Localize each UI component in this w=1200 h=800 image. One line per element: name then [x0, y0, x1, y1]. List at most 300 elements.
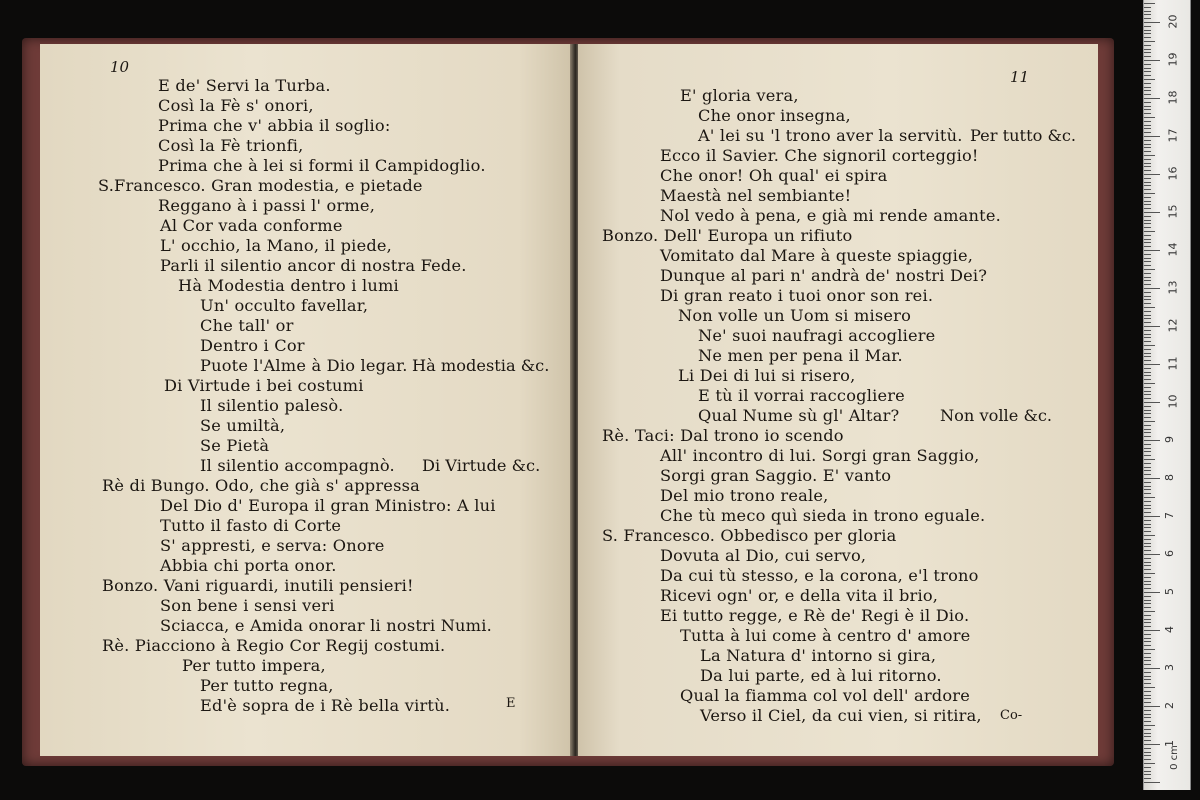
ruler-tick — [1144, 535, 1155, 536]
ruler-number: 3 — [1163, 664, 1176, 671]
ruler-tick — [1144, 356, 1151, 357]
ruler-tick — [1144, 121, 1151, 122]
ruler-tick — [1144, 311, 1151, 312]
ruler-tick — [1144, 410, 1151, 411]
ruler-tick — [1144, 710, 1151, 711]
ruler-number: 1 — [1163, 740, 1176, 747]
ruler-number: 6 — [1163, 550, 1176, 557]
verse-line: Da lui parte, ed à lui ritorno. — [700, 666, 942, 685]
ruler-tick — [1144, 459, 1155, 460]
ruler-number: 17 — [1166, 128, 1180, 143]
verse-line: Non volle un Uom si misero — [678, 306, 912, 325]
ruler-tick — [1144, 524, 1151, 525]
ruler-tick — [1144, 307, 1155, 308]
ruler-tick — [1144, 736, 1151, 737]
verse-line: Ne' suoi naufragi accogliere — [698, 326, 936, 345]
ruler-tick — [1144, 402, 1160, 403]
verse-line: Dovuta al Dio, cui servo, — [660, 546, 867, 565]
ruler-tick — [1144, 573, 1155, 574]
verse-line: Hà Modestia dentro i lumi — [178, 276, 399, 295]
verse-line-speaker: Bonzo. Vani riguardi, inutili pensieri! — [102, 576, 414, 595]
ruler-tick — [1144, 166, 1151, 167]
ruler-tick — [1144, 334, 1151, 335]
ruler-tick — [1144, 273, 1151, 274]
ruler-tick — [1144, 56, 1151, 57]
ruler-tick — [1144, 626, 1151, 627]
ruler-tick — [1144, 413, 1151, 414]
ruler-tick — [1144, 698, 1151, 699]
ruler-tick — [1144, 714, 1151, 715]
ruler-tick — [1144, 231, 1155, 232]
ruler-tick — [1144, 109, 1151, 110]
ruler-tick — [1144, 193, 1155, 194]
verse-line: Ei tutto regge, e Rè de' Regi è il Dio. — [660, 606, 970, 625]
verse-line: Parli il silentio ancor di nostra Fede. — [160, 256, 467, 275]
ruler-number: 18 — [1166, 90, 1180, 105]
ruler-tick — [1144, 543, 1151, 544]
ruler-tick — [1144, 417, 1151, 418]
ruler-tick — [1144, 771, 1151, 772]
ruler-tick — [1144, 603, 1151, 604]
ruler-tick — [1144, 759, 1151, 760]
ruler-tick — [1144, 360, 1151, 361]
verse-line: Da cui tù stesso, e la corona, e'l trono — [660, 566, 979, 585]
ruler-tick — [1144, 630, 1160, 631]
ruler-tick — [1144, 201, 1151, 202]
ruler-tick — [1144, 60, 1160, 61]
refrain-ref: Non volle &c. — [940, 406, 1053, 425]
ruler-tick — [1144, 767, 1151, 768]
ruler-tick — [1144, 584, 1151, 585]
ruler-tick — [1144, 250, 1160, 251]
ruler-tick — [1144, 634, 1151, 635]
verse-line: Maestà nel sembiante! — [660, 186, 852, 205]
ruler-tick — [1144, 182, 1151, 183]
verse-line: Ecco il Savier. Che signoril corteggio! — [660, 146, 979, 165]
verse-line: Ricevi ogn' or, e della vita il brio, — [660, 586, 939, 605]
ruler-tick — [1144, 668, 1160, 669]
ruler-tick — [1144, 318, 1151, 319]
ruler-tick — [1144, 220, 1151, 221]
ruler-unit-label: 0 cm — [1168, 745, 1180, 770]
ruler-tick — [1144, 531, 1151, 532]
ruler-tick — [1144, 508, 1151, 509]
verse-line: Così la Fè s' onori, — [158, 96, 314, 115]
ruler-tick — [1144, 296, 1151, 297]
verse-line: Che tù meco quì sieda in trono eguale. — [660, 506, 986, 525]
ruler-tick — [1144, 113, 1151, 114]
ruler-tick — [1144, 474, 1151, 475]
verse-line-speaker: S.Francesco. Gran modestia, e pietade — [98, 176, 423, 195]
ruler-number: 5 — [1163, 588, 1176, 595]
ruler-tick — [1144, 379, 1151, 380]
ruler-tick — [1144, 489, 1151, 490]
ruler-tick — [1144, 752, 1151, 753]
refrain-ref: Hà modestia &c. — [412, 356, 550, 375]
ruler-tick — [1144, 41, 1155, 42]
verse-line: Sciacca, e Amida onorar li nostri Numi. — [160, 616, 492, 635]
verse-line: Prima che v' abbia il soglio: — [158, 116, 391, 135]
ruler-tick — [1144, 645, 1151, 646]
ruler-tick — [1144, 49, 1151, 50]
ruler-tick — [1144, 117, 1155, 118]
ruler-tick — [1144, 748, 1151, 749]
ruler-tick — [1144, 265, 1151, 266]
refrain-ref: Per tutto &c. — [970, 126, 1077, 145]
ruler-tick — [1144, 155, 1155, 156]
ruler-tick — [1144, 421, 1155, 422]
ruler-tick — [1144, 448, 1151, 449]
verse-line: E de' Servi la Turba. — [158, 76, 331, 95]
ruler-tick — [1144, 398, 1151, 399]
ruler-tick — [1144, 159, 1151, 160]
verse-line: Che tall' or — [200, 316, 294, 335]
ruler-tick — [1144, 527, 1151, 528]
ruler-tick — [1144, 284, 1151, 285]
ruler-tick — [1144, 565, 1151, 566]
ruler-tick — [1144, 277, 1151, 278]
ruler-tick — [1144, 657, 1151, 658]
verse-line: Abbia chi porta onor. — [160, 556, 337, 575]
ruler-tick — [1144, 174, 1160, 175]
verse-line: Che onor insegna, — [698, 106, 851, 125]
ruler-tick — [1144, 242, 1151, 243]
ruler-tick — [1144, 482, 1151, 483]
ruler-tick — [1144, 87, 1151, 88]
verse-line: E tù il vorrai raccogliere — [698, 386, 905, 405]
verse-line: Se Pietà — [200, 436, 270, 455]
ruler-tick — [1144, 486, 1151, 487]
ruler-tick — [1144, 383, 1155, 384]
refrain-ref: Di Virtude &c. — [422, 456, 541, 475]
verse-line-speaker: Rè di Bungo. Odo, che già s' appressa — [102, 476, 420, 495]
ruler-tick — [1144, 368, 1151, 369]
ruler-tick — [1144, 687, 1155, 688]
ruler-tick — [1144, 372, 1151, 373]
ruler-tick — [1144, 406, 1151, 407]
ruler-tick — [1144, 660, 1151, 661]
verse-line: Del Dio d' Europa il gran Ministro: A lui — [160, 496, 496, 515]
ruler-tick — [1144, 140, 1151, 141]
ruler-tick — [1144, 588, 1151, 589]
ruler-tick — [1144, 269, 1155, 270]
ruler-tick — [1144, 90, 1151, 91]
verse-line: Sorgi gran Saggio. E' vanto — [660, 466, 892, 485]
verse-line: Per tutto impera, — [182, 656, 326, 675]
verse-line: Il silentio accompagnò. — [200, 456, 395, 475]
verse-line: Un' occulto favellar, — [200, 296, 369, 315]
ruler-tick — [1144, 52, 1151, 53]
ruler-tick — [1144, 600, 1151, 601]
ruler-tick — [1144, 98, 1160, 99]
ruler-number: 10 — [1166, 394, 1180, 409]
measurement-ruler — [1143, 0, 1191, 790]
ruler-tick — [1144, 106, 1151, 107]
ruler-number: 19 — [1166, 52, 1180, 67]
ruler-tick — [1144, 349, 1151, 350]
ruler-tick — [1144, 337, 1151, 338]
right-page-number: 11 — [1010, 68, 1030, 86]
left-page — [40, 44, 572, 756]
ruler-tick — [1144, 744, 1160, 745]
ruler-tick — [1144, 341, 1151, 342]
ruler-tick — [1144, 227, 1151, 228]
ruler-tick — [1144, 672, 1151, 673]
ruler-tick — [1144, 197, 1151, 198]
verse-line: Puote l'Alme à Dio legar. — [200, 356, 408, 375]
verse-line: Li Dei di lui si risero, — [678, 366, 856, 385]
ruler-tick — [1144, 497, 1155, 498]
ruler-tick — [1144, 425, 1151, 426]
ruler-tick — [1144, 102, 1151, 103]
ruler-tick — [1144, 7, 1151, 8]
ruler-tick — [1144, 778, 1151, 779]
ruler-number: 20 — [1166, 14, 1180, 29]
ruler-tick — [1144, 569, 1151, 570]
ruler-tick — [1144, 763, 1155, 764]
ruler-tick — [1144, 596, 1151, 597]
ruler-tick — [1144, 611, 1155, 612]
ruler-tick — [1144, 478, 1160, 479]
left-page-number: 10 — [110, 58, 130, 76]
ruler-tick — [1144, 717, 1151, 718]
verse-line: Ne men per pena il Mar. — [698, 346, 903, 365]
ruler-tick — [1144, 144, 1151, 145]
verse-line: Del mio trono reale, — [660, 486, 829, 505]
verse-line: Nol vedo à pena, e già mi rende amante. — [660, 206, 1001, 225]
verse-line: Qual Nume sù gl' Altar? — [698, 406, 900, 425]
ruler-tick — [1144, 178, 1151, 179]
ruler-tick — [1144, 516, 1160, 517]
ruler-tick — [1144, 664, 1151, 665]
ruler-tick — [1144, 721, 1151, 722]
ruler-tick — [1144, 14, 1151, 15]
ruler-tick — [1144, 638, 1151, 639]
ruler-tick — [1144, 733, 1151, 734]
ruler-tick — [1144, 75, 1151, 76]
ruler-tick — [1144, 189, 1151, 190]
ruler-tick — [1144, 740, 1151, 741]
verse-line: Per tutto regna, — [200, 676, 334, 695]
ruler-tick — [1144, 292, 1151, 293]
ruler-number: 8 — [1163, 474, 1176, 481]
verse-line: L' occhio, la Mano, il piede, — [160, 236, 393, 255]
ruler-tick — [1144, 436, 1151, 437]
ruler-tick — [1144, 391, 1151, 392]
ruler-tick — [1144, 653, 1151, 654]
verse-line: Che onor! Oh qual' ei spira — [660, 166, 888, 185]
ruler-tick — [1144, 33, 1151, 34]
verse-line: Dentro i Cor — [200, 336, 305, 355]
ruler-tick — [1144, 170, 1151, 171]
ruler-tick — [1144, 254, 1151, 255]
ruler-tick — [1144, 444, 1151, 445]
ruler-tick — [1144, 683, 1151, 684]
verse-line: Al Cor vada conforme — [160, 216, 343, 235]
ruler-tick — [1144, 375, 1151, 376]
verse-line: All' incontro di lui. Sorgi gran Saggio, — [660, 446, 980, 465]
verse-line: Tutto il fasto di Corte — [160, 516, 342, 535]
ruler-tick — [1144, 71, 1151, 72]
ruler-tick — [1144, 151, 1151, 152]
verse-line: Così la Fè trionfi, — [158, 136, 304, 155]
ruler-tick — [1144, 322, 1151, 323]
verse-line: E' gloria vera, — [680, 86, 799, 105]
ruler-tick — [1144, 558, 1151, 559]
ruler-tick — [1144, 622, 1151, 623]
ruler-tick — [1144, 216, 1151, 217]
ruler-number: 2 — [1163, 702, 1176, 709]
ruler-tick — [1144, 577, 1151, 578]
ruler-tick — [1144, 223, 1151, 224]
ruler-number: 14 — [1166, 242, 1180, 257]
ruler-tick — [1144, 83, 1151, 84]
ruler-number: 4 — [1163, 626, 1176, 633]
ruler-tick — [1144, 79, 1155, 80]
catchword: E — [506, 696, 516, 711]
ruler-tick — [1144, 22, 1160, 23]
ruler-tick — [1144, 37, 1151, 38]
ruler-tick — [1144, 204, 1151, 205]
ruler-tick — [1144, 619, 1151, 620]
verse-line-speaker: S. Francesco. Obbedisco per gloria — [602, 526, 897, 545]
verse-line: Di gran reato i tuoi onor son rei. — [660, 286, 934, 305]
ruler-tick — [1144, 755, 1151, 756]
ruler-tick — [1144, 261, 1151, 262]
ruler-tick — [1144, 185, 1151, 186]
ruler-tick — [1144, 125, 1151, 126]
ruler-tick — [1144, 581, 1151, 582]
verse-line: Son bene i sensi veri — [160, 596, 335, 615]
ruler-tick — [1144, 11, 1151, 12]
verse-line: Prima che à lei si formi il Campidoglio. — [158, 156, 486, 175]
ruler-tick — [1144, 546, 1151, 547]
ruler-tick — [1144, 641, 1151, 642]
ruler-tick — [1144, 432, 1151, 433]
ruler-tick — [1144, 554, 1160, 555]
ruler-tick — [1144, 64, 1151, 65]
ruler-tick — [1144, 440, 1160, 441]
ruler-tick — [1144, 345, 1155, 346]
ruler-tick — [1144, 615, 1151, 616]
ruler-tick — [1144, 353, 1151, 354]
ruler-tick — [1144, 364, 1160, 365]
ruler-number: 15 — [1166, 204, 1180, 219]
ruler-tick — [1144, 592, 1160, 593]
ruler-tick — [1144, 18, 1151, 19]
ruler-tick — [1144, 539, 1151, 540]
ruler-tick — [1144, 520, 1151, 521]
ruler-tick — [1144, 299, 1151, 300]
ruler-number: 16 — [1166, 166, 1180, 181]
ruler-tick — [1144, 3, 1155, 4]
ruler-tick — [1144, 649, 1155, 650]
ruler-tick — [1144, 451, 1151, 452]
verse-line: La Natura d' intorno si gira, — [700, 646, 937, 665]
ruler-tick — [1144, 702, 1151, 703]
ruler-tick — [1144, 725, 1155, 726]
verse-line: Ed'è sopra de i Rè bella virtù. — [200, 696, 451, 715]
ruler-tick — [1144, 695, 1151, 696]
verse-line: Tutta à lui come à centro d' amore — [680, 626, 971, 645]
verse-line: Qual la fiamma col vol dell' ardore — [680, 686, 971, 705]
ruler-tick — [1144, 330, 1151, 331]
ruler-tick — [1144, 147, 1151, 148]
verse-line: Di Virtude i bei costumi — [164, 376, 364, 395]
ruler-tick — [1144, 394, 1151, 395]
ruler-tick — [1144, 45, 1151, 46]
ruler-tick — [1144, 691, 1151, 692]
verse-line: Reggano à i passi l' orme, — [158, 196, 376, 215]
ruler-number: 12 — [1166, 318, 1180, 333]
verse-line-speaker: Rè. Piacciono à Regio Cor Regij costumi. — [102, 636, 446, 655]
ruler-tick — [1144, 26, 1151, 27]
catchword: Co- — [1000, 708, 1023, 723]
ruler-tick — [1144, 326, 1160, 327]
verse-line: Vomitato dal Mare à queste spiaggie, — [660, 246, 974, 265]
verse-line: A' lei su 'l trono aver la servitù. — [698, 126, 963, 145]
ruler-tick — [1144, 128, 1151, 129]
ruler-tick — [1144, 94, 1151, 95]
ruler-number: 9 — [1163, 436, 1176, 443]
ruler-tick — [1144, 505, 1151, 506]
ruler-tick — [1144, 429, 1151, 430]
ruler-tick — [1144, 493, 1151, 494]
ruler-tick — [1144, 455, 1151, 456]
ruler-tick — [1144, 467, 1151, 468]
ruler-tick — [1144, 239, 1151, 240]
ruler-number: 11 — [1166, 356, 1180, 371]
ruler-tick — [1144, 676, 1151, 677]
verse-line-speaker: Rè. Taci: Dal trono io scendo — [602, 426, 844, 445]
ruler-tick — [1144, 679, 1151, 680]
verse-line: Il silentio palesò. — [200, 396, 344, 415]
verse-line-speaker: Bonzo. Dell' Europa un rifiuto — [602, 226, 853, 245]
ruler-tick — [1144, 706, 1160, 707]
ruler-tick — [1144, 288, 1160, 289]
ruler-tick — [1144, 501, 1151, 502]
ruler-tick — [1144, 163, 1151, 164]
ruler-tick — [1144, 729, 1151, 730]
ruler-number: 13 — [1166, 280, 1180, 295]
verse-line: Dunque al pari n' andrà de' nostri Dei? — [660, 266, 988, 285]
ruler-tick — [1144, 68, 1151, 69]
ruler-tick — [1144, 280, 1151, 281]
ruler-tick — [1144, 235, 1151, 236]
ruler-tick — [1144, 774, 1151, 775]
ruler-tick — [1144, 387, 1151, 388]
ruler-tick — [1144, 132, 1151, 133]
ruler-number: 7 — [1163, 512, 1176, 519]
ruler-tick — [1144, 470, 1151, 471]
ruler-tick — [1144, 212, 1160, 213]
ruler-tick — [1144, 258, 1151, 259]
ruler-tick — [1144, 315, 1151, 316]
verse-line: Verso il Ciel, da cui vien, si ritira, — [700, 706, 982, 725]
ruler-tick — [1144, 512, 1151, 513]
ruler-tick — [1144, 208, 1151, 209]
ruler-tick — [1144, 246, 1151, 247]
verse-line: Se umiltà, — [200, 416, 286, 435]
ruler-tick — [1144, 30, 1151, 31]
ruler-tick — [1144, 463, 1151, 464]
ruler-tick — [1144, 562, 1151, 563]
ruler-tick — [1144, 550, 1151, 551]
ruler-tick — [1144, 607, 1151, 608]
ruler-tick — [1144, 136, 1160, 137]
ruler-tick — [1144, 303, 1151, 304]
verse-line: S' appresti, e serva: Onore — [160, 536, 385, 555]
